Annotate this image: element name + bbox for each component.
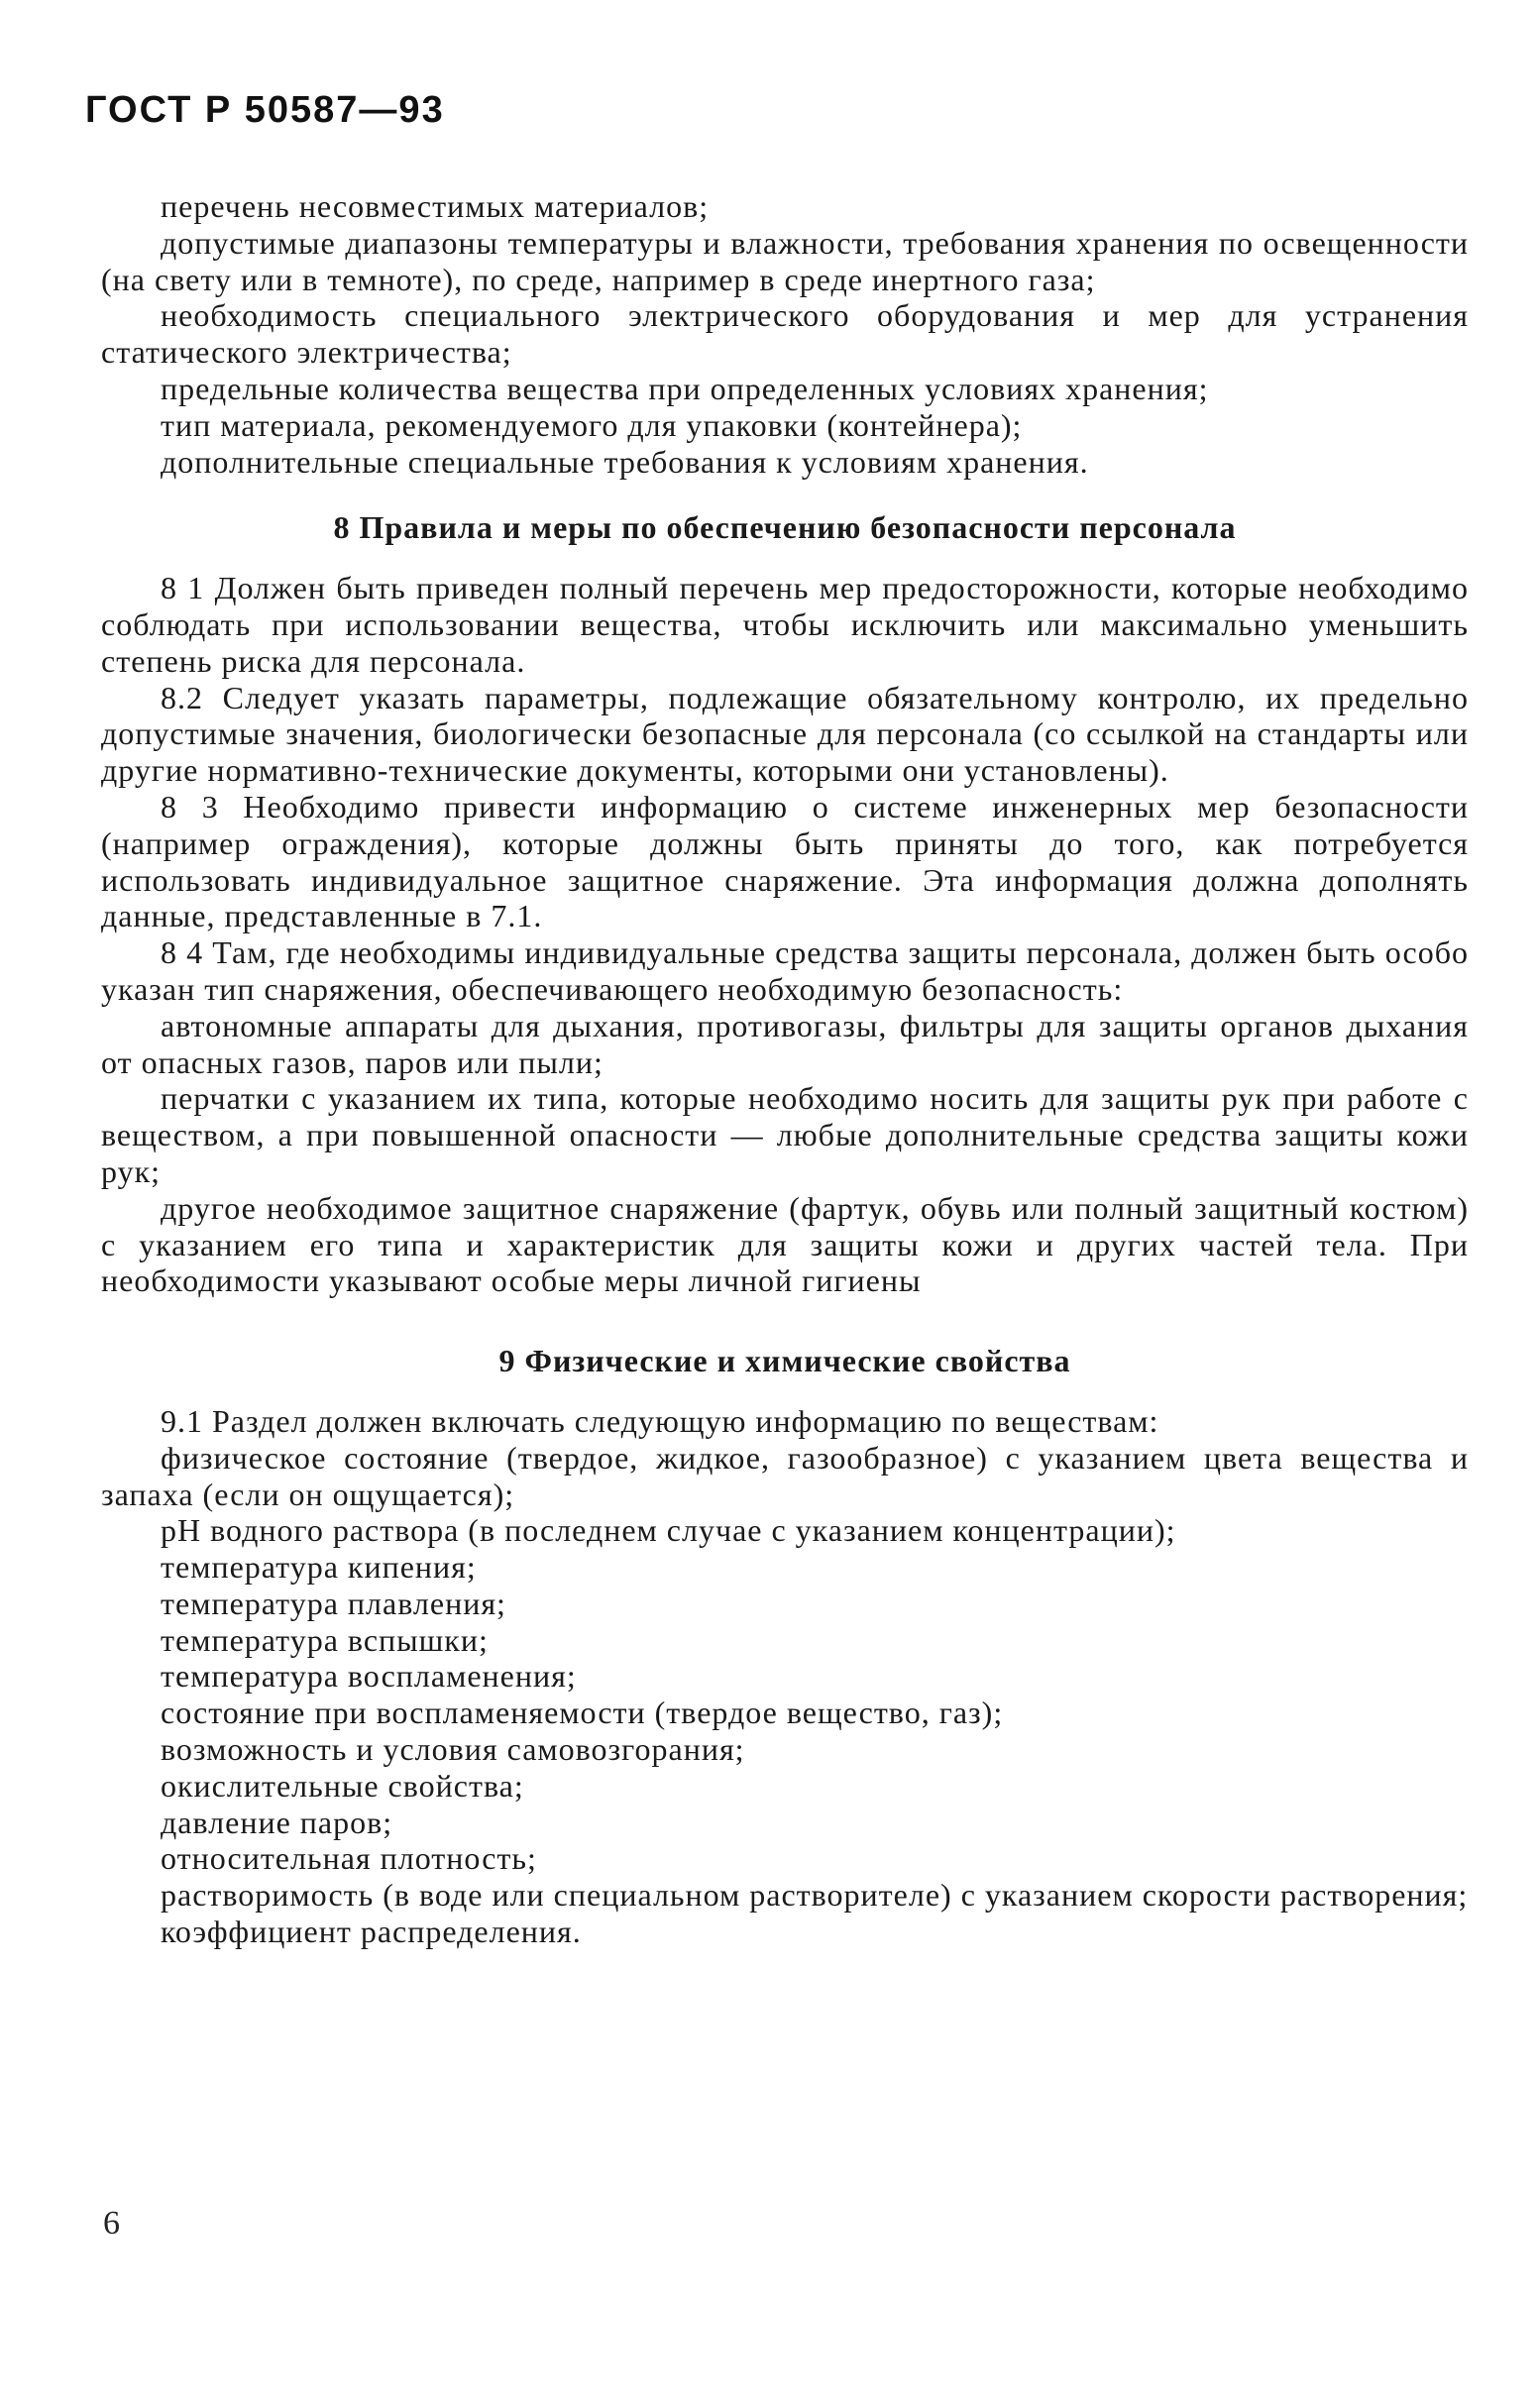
list-item: физическое состояние (твердое, жидкое, газообразное) с указанием цвета вещества и запаха (если он ощущается); xyxy=(101,1439,1469,1512)
list-item: перечень несовместимых материалов; xyxy=(161,188,710,224)
page-header-standard-id: ГОСТ Р 50587—93 xyxy=(85,89,445,131)
section-8-heading: 8 Правила и меры по обеспечению безопасности персонала xyxy=(333,509,1237,546)
list-item: перчатки с указанием их типа, которые необходимо носить для защиты рук при работе с веществом, а при повышенной опасности — любые дополнительные средства защиты кожи рук; xyxy=(101,1080,1469,1189)
list-item: коэффициент распределения. xyxy=(161,1914,582,1950)
paragraph-8-2: 8.2 Следует указать параметры, подлежащие обязательному контролю, их предельно допустимые значения, биологически безопасные для персонала (со ссылкой на стандарты или другие нормативно-технические документы, которыми они установлены). xyxy=(101,679,1469,789)
list-item: дополнительные специальные требования к условиям хранения. xyxy=(161,443,1089,480)
list-item: температура воспламенения; xyxy=(161,1658,577,1695)
list-item: pH водного раствора (в последнем случае с указанием концентрации); xyxy=(161,1512,1176,1549)
list-item: допустимые диапазоны температуры и влажности, требования хранения по освещенности (на свету или в темноте), по среде, например в среде инертного газа; xyxy=(101,224,1469,297)
list-item: температура плавления; xyxy=(161,1585,506,1621)
section-9-heading: 9 Физические и химические свойства xyxy=(498,1343,1071,1379)
list-item: необходимость специального электрического оборудования и мер для устранения статического электричества; xyxy=(101,297,1469,371)
paragraph-9-1: 9.1 Раздел должен включать следующую информацию по веществам: xyxy=(161,1402,1159,1439)
list-item: температура вспышки; xyxy=(161,1621,489,1658)
list-item: температура кипения; xyxy=(161,1549,477,1586)
page-number: 6 xyxy=(103,2205,120,2242)
paragraph-8-3: 8 3 Необходимо привести информацию о системе инженерных мер безопасности (например ограждения), которые должны быть приняты до того, как потребуется использовать индивидуальное защитное снаряжение. Эта информация должна дополнять данные, представленные в 7.1. xyxy=(101,788,1469,934)
paragraph-8-4: 8 4 Там, где необходимы индивидуальные средства защиты персонала, должен быть особо указан тип снаряжения, обеспечивающего необходимую безопасность: xyxy=(101,934,1469,1007)
list-item: растворимость (в воде или специальном растворителе) с указанием скорости растворения; xyxy=(161,1877,1469,1914)
list-item: давление паров; xyxy=(161,1804,393,1840)
list-item: состояние при воспламеняемости (твердое вещество, газ); xyxy=(161,1695,1004,1731)
list-item: относительная плотность; xyxy=(161,1840,537,1877)
paragraph-8-1: 8 1 Должен быть приведен полный перечень мер предосторожности, которые необходимо соблюдать при использовании вещества, чтобы исключить или максимально уменьшить степень риска для персонала. xyxy=(101,570,1469,679)
list-item: возможность и условия самовозгорания; xyxy=(161,1731,745,1768)
list-item: автономные аппараты для дыхания, противогазы, фильтры для защиты органов дыхания от опасных газов, паров или пыли; xyxy=(101,1007,1469,1080)
list-item: предельные количества вещества при определенных условиях хранения; xyxy=(161,370,1209,406)
list-item: окислительные свойства; xyxy=(161,1767,524,1804)
list-item: тип материала, рекомендуемого для упаковки (контейнера); xyxy=(161,406,1023,443)
page-content xyxy=(101,188,1469,1950)
list-item: другое необходимое защитное снаряжение (фартук, обувь или полный защитный костюм) с указанием его типа и характеристик для защиты кожи и других частей тела. При необходимости указывают особые меры личной гигиены xyxy=(101,1189,1469,1299)
